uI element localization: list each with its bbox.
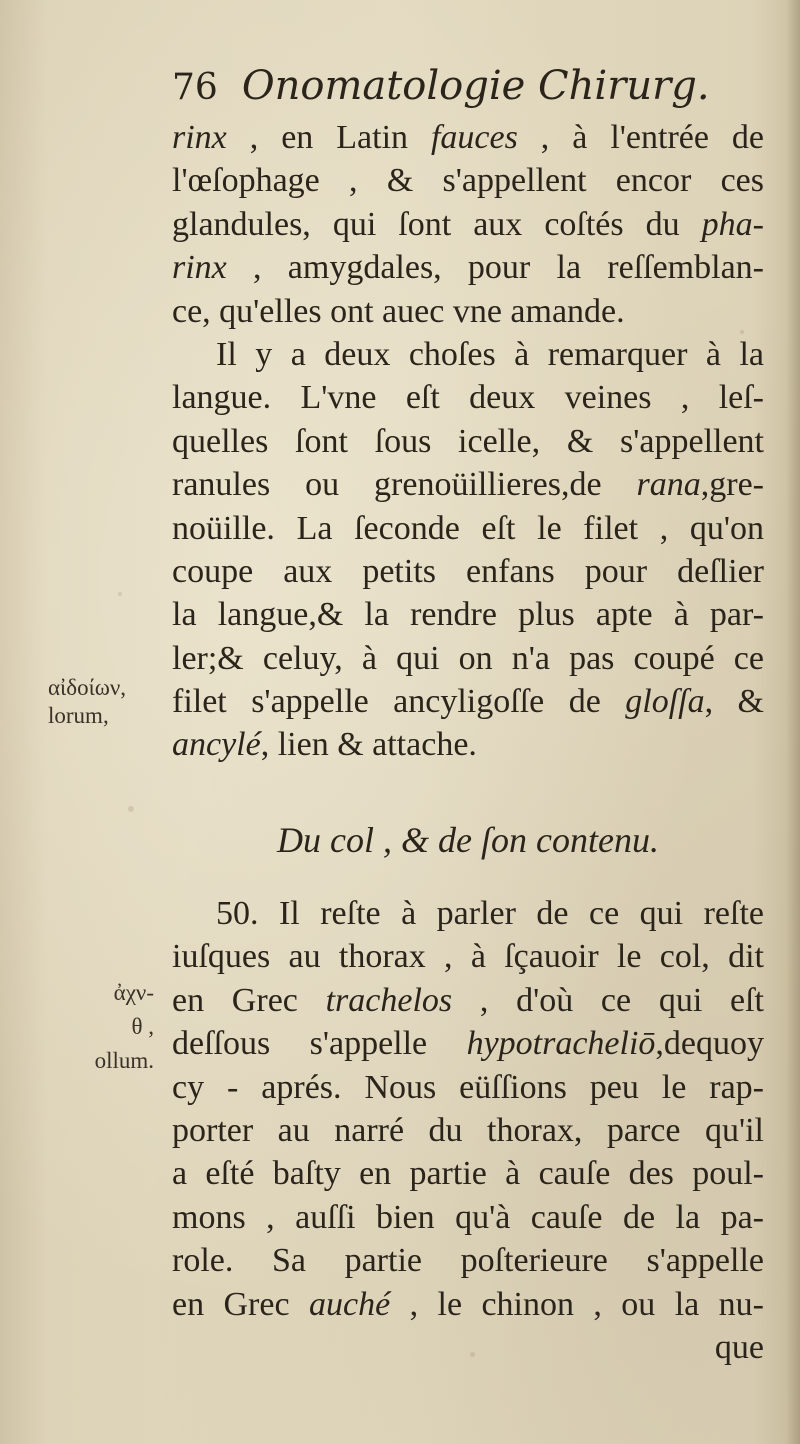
italic-term: trachelos [325, 981, 453, 1019]
text-line [172, 892, 764, 935]
text-line [172, 1152, 764, 1195]
text-run: cy - aprés. Nous eüſſions peu le rap- [172, 1068, 764, 1106]
margin-note-line: ἀχν- [113, 980, 154, 1005]
italic-term: pha- [701, 205, 764, 243]
running-head [172, 60, 732, 112]
text-line [172, 1239, 764, 1282]
margin-note-line: ollum. [94, 1048, 154, 1073]
text-line [172, 593, 764, 636]
margin-note-2 [54, 976, 154, 1078]
section-heading: Du col , & de ſon contenu. [277, 820, 659, 860]
text-line [172, 1283, 764, 1326]
italic-term: hypotracheliō [466, 1025, 656, 1063]
text-line [172, 1066, 764, 1109]
text-line [172, 116, 764, 159]
text-run: , & [704, 683, 764, 721]
text-run: role. Sa partie poſterieure s'appelle [172, 1242, 764, 1280]
text-line [172, 290, 764, 333]
italic-term: rinx [172, 119, 227, 156]
text-run: ,dequoy [655, 1025, 764, 1063]
text-run: porter au narré du thorax, parce qu'il [172, 1111, 764, 1149]
text-line [172, 203, 764, 246]
text-run: , en Latin [226, 119, 431, 156]
margin-note-line: lorum, [48, 703, 109, 728]
text-line [172, 550, 764, 593]
text-line [172, 333, 764, 376]
text-line [172, 637, 764, 680]
italic-term: auché [308, 1285, 391, 1323]
text-line [172, 1326, 764, 1369]
paper-spot [128, 806, 134, 812]
text-run: mons , auſſi bien qu'à cauſe de la pa- [172, 1198, 764, 1236]
italic-term: rinx [172, 249, 227, 287]
text-line [172, 376, 764, 419]
italic-term: gloſſa [625, 683, 705, 721]
text-run: l'œſophage , & s'appellent encor ces [172, 162, 764, 200]
margin-note-line: αἰδοίων, [48, 675, 127, 700]
text-run: en Grec [172, 1285, 309, 1323]
text-run: , à l'entrée de [517, 119, 764, 156]
text-run: que [714, 1328, 764, 1366]
text-run: la langue,& la rendre plus apte à par- [172, 596, 764, 634]
text-run: filet s'appelle ancyligoſſe de [172, 683, 626, 721]
italic-term: ancylé [172, 726, 261, 764]
text-line [172, 463, 764, 506]
paper-spot [118, 592, 122, 596]
text-run: glandules, qui ſont aux coſtés du [172, 205, 702, 243]
text-line [172, 979, 764, 1022]
page-edge-shadow [786, 0, 800, 1444]
text-run: ,gre- [700, 466, 764, 504]
running-title: Onomatologie Chirurg. [241, 63, 710, 109]
text-line [172, 1022, 764, 1065]
text-line [172, 680, 764, 723]
text-line [172, 1196, 764, 1239]
text-run: coupe aux petits enfans pour deſlier [172, 552, 764, 590]
text-run: a eſté baſty en partie à cauſe des poul- [172, 1155, 764, 1193]
text-line [172, 507, 764, 550]
text-run: , amygdales, pour la reſſemblan- [226, 249, 764, 287]
text-run: , le chinon , ou la nu- [390, 1285, 764, 1323]
text-run: , lien & attache. [260, 726, 477, 764]
text-run: 50. Il reſte à parler de ce qui reſte [216, 895, 764, 932]
text-run: en Grec [172, 981, 326, 1019]
italic-term: fauces [430, 119, 518, 156]
margin-note-line: θ , [131, 1014, 154, 1039]
text-line [172, 935, 764, 978]
page-number: 76 [172, 67, 218, 108]
text-run: , d'où ce qui eſt [452, 981, 764, 1019]
margin-note-1 [48, 674, 158, 730]
text-run: langue. L'vne eſt deux veines , leſ- [172, 379, 764, 417]
text-run: ranules ou grenoüillieres,de [172, 466, 637, 504]
text-block-2 [172, 892, 764, 1369]
text-run: deſſous s'appelle [172, 1025, 467, 1063]
text-line [172, 159, 764, 202]
text-line [172, 246, 764, 289]
text-line [172, 1109, 764, 1152]
text-run: quelles ſont ſous icelle, & s'appellent [172, 422, 764, 460]
text-line [172, 723, 764, 766]
text-run: ler;& celuy, à qui on n'a pas coupé ce [172, 639, 764, 677]
text-run: Il y a deux choſes à remarquer à la [216, 335, 764, 373]
text-line [172, 420, 764, 463]
text-block-1 [172, 116, 764, 767]
text-run: noüille. La ſeconde eſt le filet , qu'on [172, 509, 764, 547]
text-run: iuſques au thorax , à ſçauoir le col, dit [172, 938, 764, 976]
italic-term: rana [636, 466, 701, 504]
text-run: ce, qu'elles ont auec vne amande. [172, 292, 625, 330]
